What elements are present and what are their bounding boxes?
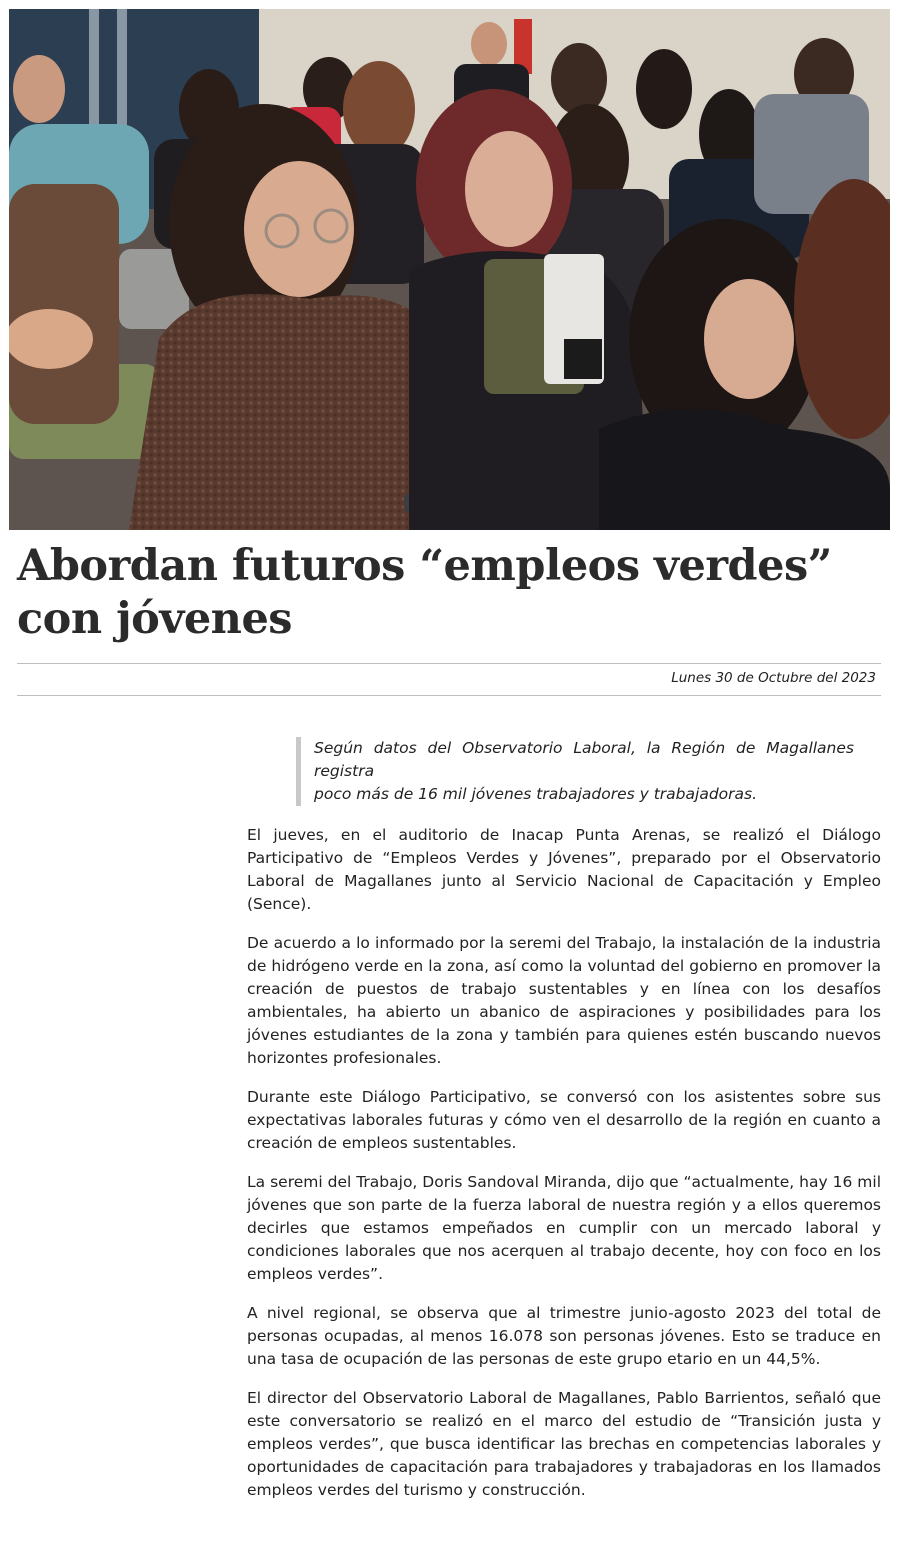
article-lead-quote xyxy=(296,737,854,806)
article-title: Abordan futuros “empleos verdes” con jóvenes xyxy=(17,541,832,644)
article-paragraph: A nivel regional, se observa que al trimestre junio-agosto 2023 del total de personas ocupadas, al menos 16.078 son personas jóvenes. Esto se traduce en una tasa de ocupación de las personas de este grupo etario en un 44,5%. xyxy=(247,1304,881,1368)
article-paragraph: La seremi del Trabajo, Doris Sandoval Miranda, dijo que “actualmente, hay 16 mil jóvenes que son parte de la fuerza laboral de nuestra región y a ellos queremos decirles que estamos empeñados en cumplir con un mercado laboral y condiciones laborales que nos acerquen al trabajo decente, hoy con foco en los empleos verdes”. xyxy=(247,1173,881,1283)
lead-line-2: poco más de 16 mil jóvenes trabajadores y trabajadoras. xyxy=(314,785,758,803)
article-paragraph: Durante este Diálogo Participativo, se conversó con los asistentes sobre sus expectativas laborales futuras y cómo ven el desarrollo de la región en cuanto a creación de empleos sustentables. xyxy=(247,1088,881,1152)
lead-line-1: Según datos del Observatorio Laboral, la Región de Magallanes registra xyxy=(314,739,854,780)
article-paragraph: De acuerdo a lo informado por la seremi del Trabajo, la instalación de la industria de hidrógeno verde en la zona, así como la voluntad del gobierno en promover la creación de puestos de trabajo sustentables y en línea con los desafíos ambientales, ha abierto un abanico de aspiraciones y posibilidades para los jóvenes estudiantes de la zona y también para quienes estén buscando nuevos horizontes profesionales. xyxy=(247,934,881,1067)
article-paragraph: El jueves, en el auditorio de Inacap Punta Arenas, se realizó el Diálogo Participativo de “Empleos Verdes y Jóvenes”, preparado por el Observatorio Laboral de Magallanes junto al Servicio Nacional de Capacitación y Empleo (Sence). xyxy=(247,826,881,913)
photo-illustration xyxy=(9,9,890,530)
article-paragraph: El director del Observatorio Laboral de Magallanes, Pablo Barrientos, señaló que este conversatorio se realizó en el marco del estudio de “Transición justa y empleos verdes”, que busca identificar las brechas en competencias laborales y oportunidades de capacitación para trabajadores y trabajadoras en los llamados empleos verdes del turismo y construcción. xyxy=(247,1389,881,1499)
article-photo xyxy=(9,9,890,530)
divider-bottom xyxy=(17,695,881,696)
article-date: Lunes 30 de Octubre del 2023 xyxy=(671,670,876,686)
article-body xyxy=(247,824,881,1518)
divider-top xyxy=(17,663,881,664)
